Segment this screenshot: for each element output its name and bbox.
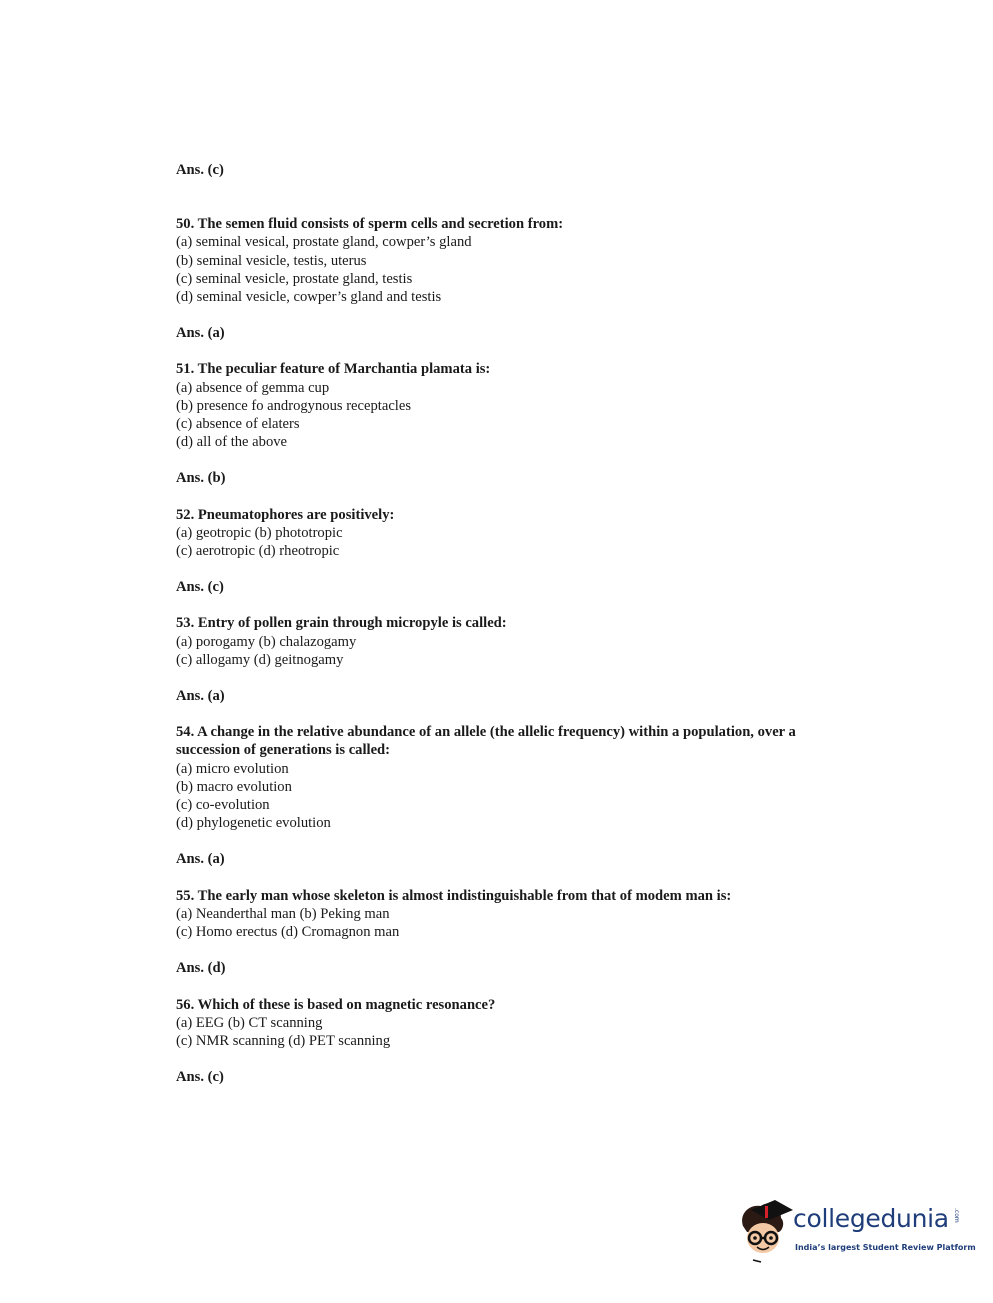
question-text: 50. The semen fluid consists of sperm cells and secretion from: bbox=[176, 216, 564, 233]
question-text: 51. The peculiar feature of Marchantia plamata is: bbox=[176, 361, 491, 378]
answer: Ans. (a) bbox=[176, 851, 225, 868]
option: (c) NMR scanning (d) PET scanning bbox=[176, 1032, 391, 1049]
option: (a) micro evolution bbox=[176, 760, 289, 777]
mascot-icon bbox=[735, 1196, 795, 1266]
question-text: 55. The early man whose skeleton is almost indistinguishable from that of modem man is: bbox=[176, 887, 732, 904]
option: (b) seminal vesicle, testis, uterus bbox=[176, 252, 367, 269]
question-text: 53. Entry of pollen grain through micropyle is called: bbox=[176, 615, 507, 632]
option: (d) all of the above bbox=[176, 434, 288, 451]
option: (c) allogamy (d) geitnogamy bbox=[176, 651, 344, 668]
collegedunia-logo bbox=[735, 1196, 976, 1268]
answer: Ans. (a) bbox=[176, 325, 225, 342]
option: (a) seminal vesical, prostate gland, cowper’s gland bbox=[176, 234, 472, 251]
question-text: 56. Which of these is based on magnetic resonance? bbox=[176, 996, 496, 1013]
question-block-54 bbox=[176, 723, 856, 868]
option: (b) macro evolution bbox=[176, 778, 292, 795]
option: (c) seminal vesicle, prostate gland, testis bbox=[176, 270, 413, 287]
document-body bbox=[176, 161, 856, 1104]
logo-wordmark: collegedunia bbox=[793, 1204, 949, 1233]
question-block-52 bbox=[176, 506, 856, 597]
answer: Ans. (d) bbox=[176, 960, 226, 977]
option: (c) aerotropic (d) rheotropic bbox=[176, 543, 340, 560]
question-text: 52. Pneumatophores are positively: bbox=[176, 506, 395, 523]
option: (d) seminal vesicle, cowper’s gland and testis bbox=[176, 289, 442, 306]
option: (a) geotropic (b) phototropic bbox=[176, 524, 343, 541]
option: (a) absence of gemma cup bbox=[176, 379, 330, 396]
option: (a) Neanderthal man (b) Peking man bbox=[176, 905, 390, 922]
answer: Ans. (c) bbox=[176, 579, 224, 596]
logo-com: .com bbox=[953, 1208, 960, 1223]
option: (a) porogamy (b) chalazogamy bbox=[176, 633, 357, 650]
question-block-51 bbox=[176, 360, 856, 487]
option: (a) EEG (b) CT scanning bbox=[176, 1014, 323, 1031]
option: (c) Homo erectus (d) Cromagnon man bbox=[176, 924, 400, 941]
question-block-53 bbox=[176, 614, 856, 705]
answer-49: Ans. (c) bbox=[176, 162, 224, 178]
option: (d) phylogenetic evolution bbox=[176, 815, 331, 832]
option: (c) absence of elaters bbox=[176, 416, 300, 433]
question-block-50 bbox=[176, 215, 856, 342]
answer: Ans. (c) bbox=[176, 1069, 224, 1086]
option: (c) co-evolution bbox=[176, 797, 270, 814]
question-block-56 bbox=[176, 996, 856, 1087]
answer: Ans. (b) bbox=[176, 470, 226, 487]
answer: Ans. (a) bbox=[176, 688, 225, 705]
option: (b) presence fo androgynous receptacles bbox=[176, 397, 412, 414]
logo-tagline: India’s largest Student Review Platform bbox=[795, 1243, 976, 1252]
question-text: 54. A change in the relative abundance of an allele (the allelic frequency) within a population, over a succession of generations is called: bbox=[176, 724, 796, 759]
question-block-55 bbox=[176, 887, 856, 978]
